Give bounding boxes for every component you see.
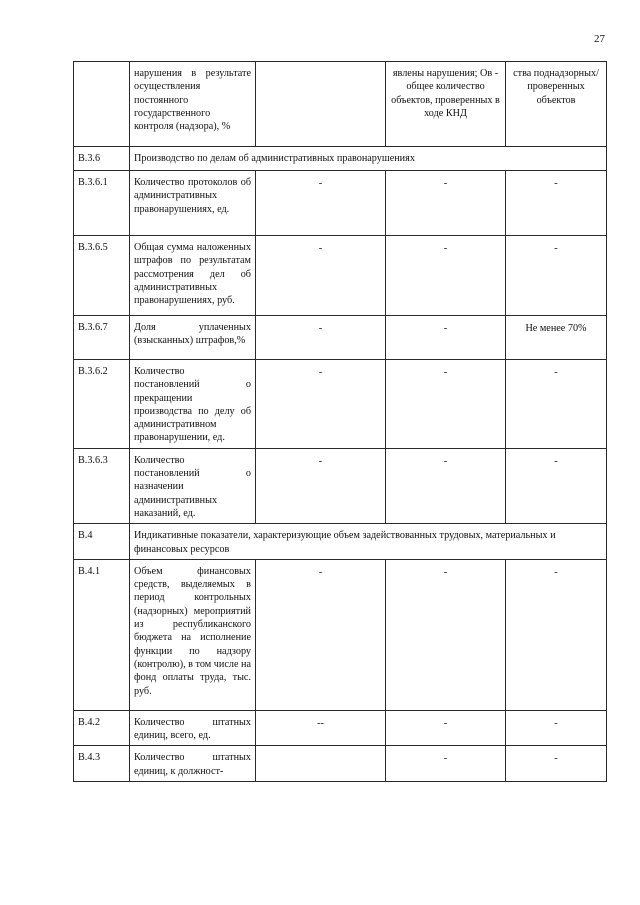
table-row <box>74 236 607 316</box>
cell-indicator-name: Количество штатных единиц, к должност- <box>130 746 256 782</box>
cell-target: - <box>506 710 607 746</box>
cell-target: - <box>506 746 607 782</box>
cell-value: - <box>256 448 386 523</box>
cell-formula: - <box>386 171 506 236</box>
section-code: В.3.6 <box>74 147 130 171</box>
cell-code: В.3.6.1 <box>74 171 130 236</box>
section-code: В.4 <box>74 524 130 560</box>
table-row <box>74 559 607 710</box>
cell-target: - <box>506 360 607 449</box>
cell-formula: - <box>386 746 506 782</box>
table-row <box>74 62 607 147</box>
cell-code: В.3.6.5 <box>74 236 130 316</box>
cell-formula: - <box>386 448 506 523</box>
cell-indicator-name: Количество штатных единиц, всего, ед. <box>130 710 256 746</box>
cell-indicator-name: нарушения в результате осуществления постоянного государственного контроля (надзора), % <box>130 62 256 147</box>
cell-value: -- <box>256 710 386 746</box>
cell-value: - <box>256 171 386 236</box>
section-title: Производство по делам об административных правонарушениях <box>130 147 607 171</box>
cell-code <box>74 62 130 147</box>
cell-target: - <box>506 559 607 710</box>
page-number: 27 <box>594 33 605 45</box>
cell-target: Не менее 70% <box>506 316 607 360</box>
table-row <box>74 448 607 523</box>
cell-formula: - <box>386 360 506 449</box>
table-row <box>74 710 607 746</box>
cell-code: В.3.6.2 <box>74 360 130 449</box>
table-row <box>74 746 607 782</box>
cell-value: - <box>256 559 386 710</box>
section-title: Индикативные показатели, характеризующие объем задействованных трудовых, материальных и финансовых ресурсов <box>130 524 607 560</box>
table-row <box>74 316 607 360</box>
cell-code: В.4.1 <box>74 559 130 710</box>
cell-value: - <box>256 316 386 360</box>
cell-value: - <box>256 236 386 316</box>
section-header-row <box>74 524 607 560</box>
cell-indicator-name: Объем финансовых средств, выделяемых в период контрольных (надзорных) мероприятий из республиканского бюджета на исполнение функции по надзору (контролю), в том числе на фонд оплаты труда, тыс. руб. <box>130 559 256 710</box>
cell-target: - <box>506 171 607 236</box>
cell-target: ства поднадзорных/ проверенных объектов <box>506 62 607 147</box>
cell-formula: - <box>386 559 506 710</box>
cell-value <box>256 746 386 782</box>
cell-code: В.4.2 <box>74 710 130 746</box>
section-header-row <box>74 147 607 171</box>
cell-formula: явлены нарушения; Ов - общее количество объектов, проверенных в ходе КНД <box>386 62 506 147</box>
cell-formula: - <box>386 236 506 316</box>
cell-indicator-name: Доля уплаченных (взысканных) штрафов,% <box>130 316 256 360</box>
cell-code: В.3.6.3 <box>74 448 130 523</box>
cell-indicator-name: Общая сумма наложенных штрафов по результатам рассмотрения дел об административных правонарушениях, руб. <box>130 236 256 316</box>
cell-code: В.4.3 <box>74 746 130 782</box>
cell-value <box>256 62 386 147</box>
cell-target: - <box>506 236 607 316</box>
indicators-table <box>73 61 607 782</box>
cell-indicator-name: Количество протоколов об административных правонарушениях, ед. <box>130 171 256 236</box>
cell-indicator-name: Количество постановлений о назначении административных наказаний, ед. <box>130 448 256 523</box>
cell-indicator-name: Количество постановлений о прекращении производства по делу об административном правонарушении, ед. <box>130 360 256 449</box>
table-row <box>74 360 607 449</box>
cell-target: - <box>506 448 607 523</box>
table-row <box>74 171 607 236</box>
cell-formula: - <box>386 710 506 746</box>
cell-value: - <box>256 360 386 449</box>
cell-code: В.3.6.7 <box>74 316 130 360</box>
cell-formula: - <box>386 316 506 360</box>
